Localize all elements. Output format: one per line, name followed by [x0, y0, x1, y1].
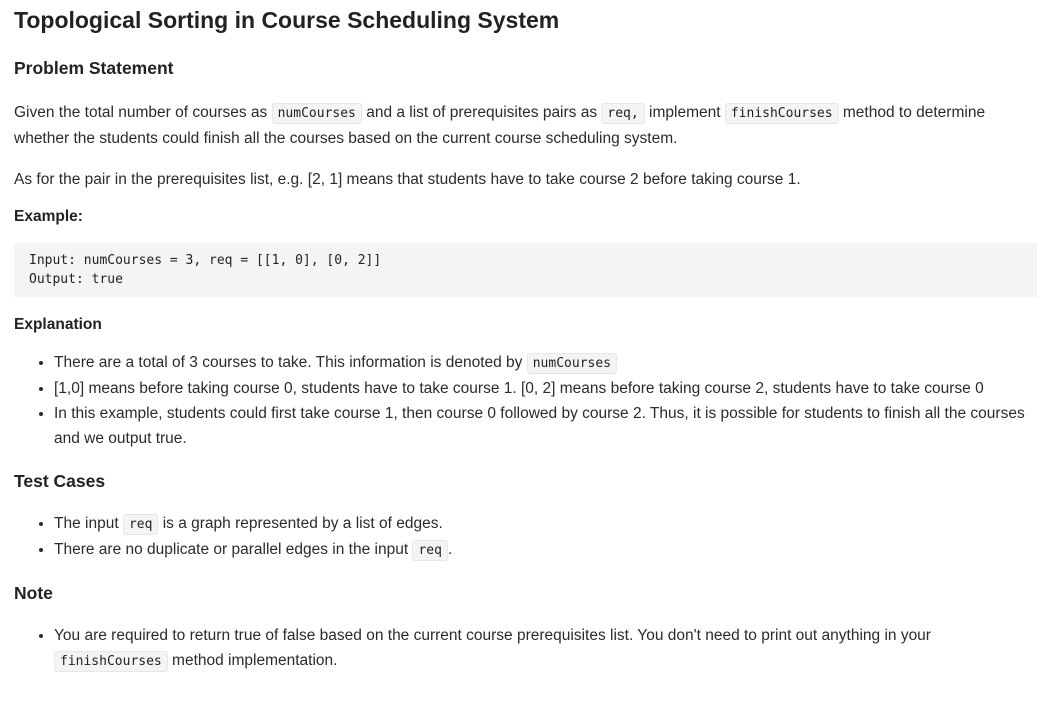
- example-code-block: [14, 243, 1037, 297]
- test-cases-heading: Test Cases: [14, 471, 106, 491]
- page-title: Topological Sorting in Course Scheduling System: [14, 7, 560, 33]
- inline-code: req: [123, 514, 158, 535]
- explanation-list: [14, 350, 1037, 451]
- test-cases-list: [14, 511, 1037, 563]
- list-item: • In this example, students could first take course 1, then course 0 followed by course 2. Thus, it is possible for students to finish all the courses and we output true.: [54, 401, 1037, 451]
- text: You are required to return true of false based on the current course prerequisites list. You don't need to print out anything in your: [54, 627, 931, 644]
- text: There are a total of 3 courses to take. This information is denoted by: [54, 354, 527, 371]
- problem-paragraph: [14, 100, 1037, 151]
- explanation-heading: Explanation: [14, 316, 102, 333]
- note-list: [14, 623, 1037, 674]
- inline-code: req: [412, 540, 447, 561]
- example-input: Input: numCourses = 3, req = [[1, 0], [0, 2]]: [29, 253, 382, 268]
- problem-statement-heading: Problem Statement: [14, 58, 174, 78]
- inline-code: finishCourses: [54, 651, 168, 672]
- list-item: [54, 350, 1037, 376]
- example-heading: Example:: [14, 208, 83, 225]
- list-item: [54, 537, 1037, 563]
- text: method to determine whether the students could finish all the courses based on the current course scheduling system.: [14, 104, 986, 147]
- inline-code: numCourses: [527, 353, 617, 374]
- inline-code: req,: [601, 103, 644, 124]
- pair-explanation: As for the pair in the prerequisites list, e.g. [2, 1] means that students have to take course 2 before taking course 1.: [14, 171, 801, 188]
- inline-code: finishCourses: [725, 103, 839, 124]
- list-item: [54, 511, 1037, 537]
- text: is a graph represented by a list of edges.: [158, 515, 443, 532]
- text: The input: [54, 515, 123, 532]
- text: implement: [644, 104, 725, 121]
- text: and a list of prerequisites pairs as: [361, 104, 602, 121]
- text: method implementation.: [167, 652, 338, 669]
- inline-code: numCourses: [272, 103, 362, 124]
- note-heading: Note: [14, 583, 53, 603]
- list-item: [54, 623, 1037, 674]
- example-output: Output: true: [29, 272, 123, 287]
- text: There are no duplicate or parallel edges in the input: [54, 541, 413, 558]
- list-item: • [1,0] means before taking course 0, students have to take course 1. [0, 2] means before taking course 2, students have to take course 0: [54, 376, 1037, 401]
- text: .: [447, 541, 453, 558]
- text: Given the total number of courses as: [14, 104, 272, 121]
